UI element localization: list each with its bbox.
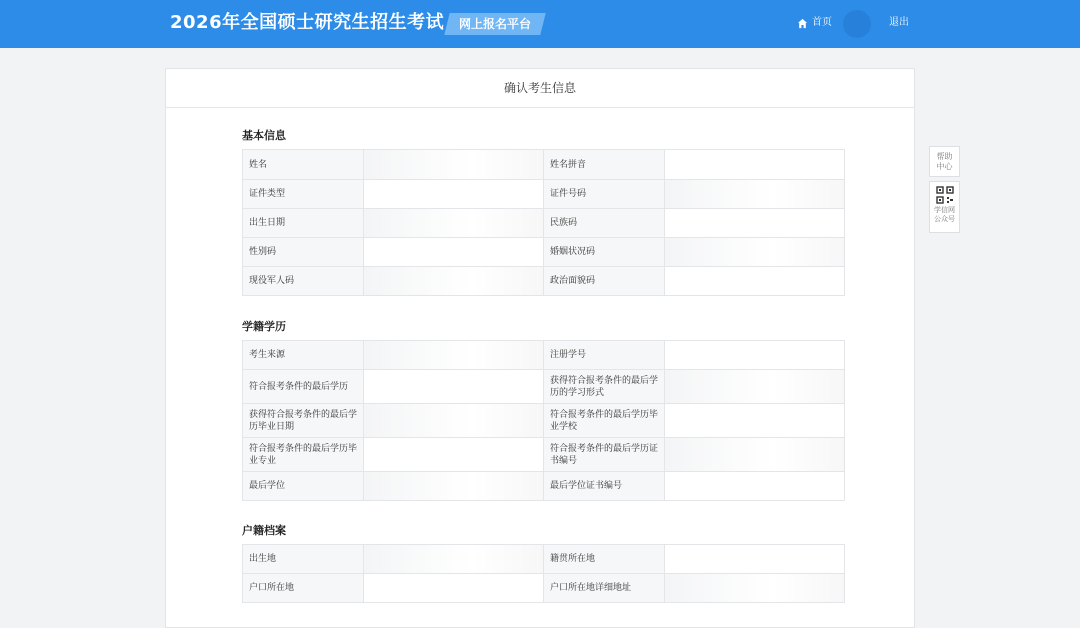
field-value (665, 238, 845, 267)
qr-label: 学信网公众号 (934, 206, 955, 223)
section-title-education: 学籍学历 (242, 320, 286, 333)
field-value (665, 267, 845, 296)
household-info-table (242, 544, 845, 603)
field-label: 获得符合报考条件的最后学历毕业日期 (243, 404, 364, 438)
education-info-table (242, 340, 845, 501)
table-row (243, 545, 845, 574)
field-label: 政治面貌码 (544, 267, 665, 296)
field-label: 最后学位 (243, 472, 364, 501)
field-label: 户口所在地 (243, 574, 364, 603)
field-label: 籍贯所在地 (544, 545, 665, 574)
field-value (665, 341, 845, 370)
field-label: 性别码 (243, 238, 364, 267)
field-label: 现役军人码 (243, 267, 364, 296)
field-label: 户口所在地详细地址 (544, 574, 665, 603)
field-label: 获得符合报考条件的最后学历的学习形式 (544, 370, 665, 404)
field-value (364, 341, 544, 370)
field-label: 出生地 (243, 545, 364, 574)
field-label: 出生日期 (243, 209, 364, 238)
field-value (665, 404, 845, 438)
field-value (364, 209, 544, 238)
field-value (364, 370, 544, 404)
logout-link[interactable]: 退出 (889, 17, 909, 28)
top-navigation-bar (0, 0, 1080, 48)
field-label: 考生来源 (243, 341, 364, 370)
field-value (665, 150, 845, 180)
field-label: 证件号码 (544, 180, 665, 209)
table-row (243, 574, 845, 603)
field-value (364, 574, 544, 603)
table-row (243, 472, 845, 501)
platform-badge (444, 13, 545, 35)
section-title-basic: 基本信息 (242, 129, 286, 142)
help-center-label: 帮助中心 (936, 152, 953, 171)
field-label: 民族码 (544, 209, 665, 238)
table-row (243, 267, 845, 296)
site-title: 2026年全国硕士研究生招生考试 (170, 12, 445, 33)
basic-info-table (242, 149, 845, 296)
field-label: 证件类型 (243, 180, 364, 209)
help-center-button[interactable] (929, 146, 960, 177)
table-row (243, 209, 845, 238)
field-value (364, 267, 544, 296)
field-value (665, 180, 845, 209)
platform-badge-label: 网上报名平台 (458, 17, 531, 31)
field-label: 符合报考条件的最后学历毕业专业 (243, 438, 364, 472)
table-row (243, 341, 845, 370)
card-title: 确认考生信息 (166, 69, 914, 108)
qr-code-icon (936, 186, 954, 204)
table-row (243, 438, 845, 472)
field-value (665, 438, 845, 472)
table-row (243, 404, 845, 438)
avatar[interactable] (843, 10, 871, 38)
table-row (243, 238, 845, 267)
field-value (665, 574, 845, 603)
field-label: 婚姻状况码 (544, 238, 665, 267)
field-value (665, 370, 845, 404)
home-link[interactable] (797, 16, 832, 30)
home-link-label: 首页 (812, 17, 832, 28)
field-label: 注册学号 (544, 341, 665, 370)
wechat-qr-button[interactable] (929, 181, 960, 233)
field-value (665, 472, 845, 501)
confirm-info-card (165, 68, 915, 628)
field-value (665, 209, 845, 238)
table-row (243, 150, 845, 180)
field-value (364, 438, 544, 472)
field-label: 符合报考条件的最后学历毕业学校 (544, 404, 665, 438)
section-title-household: 户籍档案 (242, 524, 286, 537)
field-label: 符合报考条件的最后学历 (243, 370, 364, 404)
field-value (364, 472, 544, 501)
table-row (243, 370, 845, 404)
home-icon (797, 18, 808, 29)
table-row (243, 180, 845, 209)
field-value (364, 238, 544, 267)
field-value (364, 150, 544, 180)
field-value (364, 545, 544, 574)
field-label: 姓名 (243, 150, 364, 180)
field-value (364, 180, 544, 209)
field-value (665, 545, 845, 574)
field-value (364, 404, 544, 438)
field-label: 姓名拼音 (544, 150, 665, 180)
field-label: 符合报考条件的最后学历证书编号 (544, 438, 665, 472)
field-label: 最后学位证书编号 (544, 472, 665, 501)
